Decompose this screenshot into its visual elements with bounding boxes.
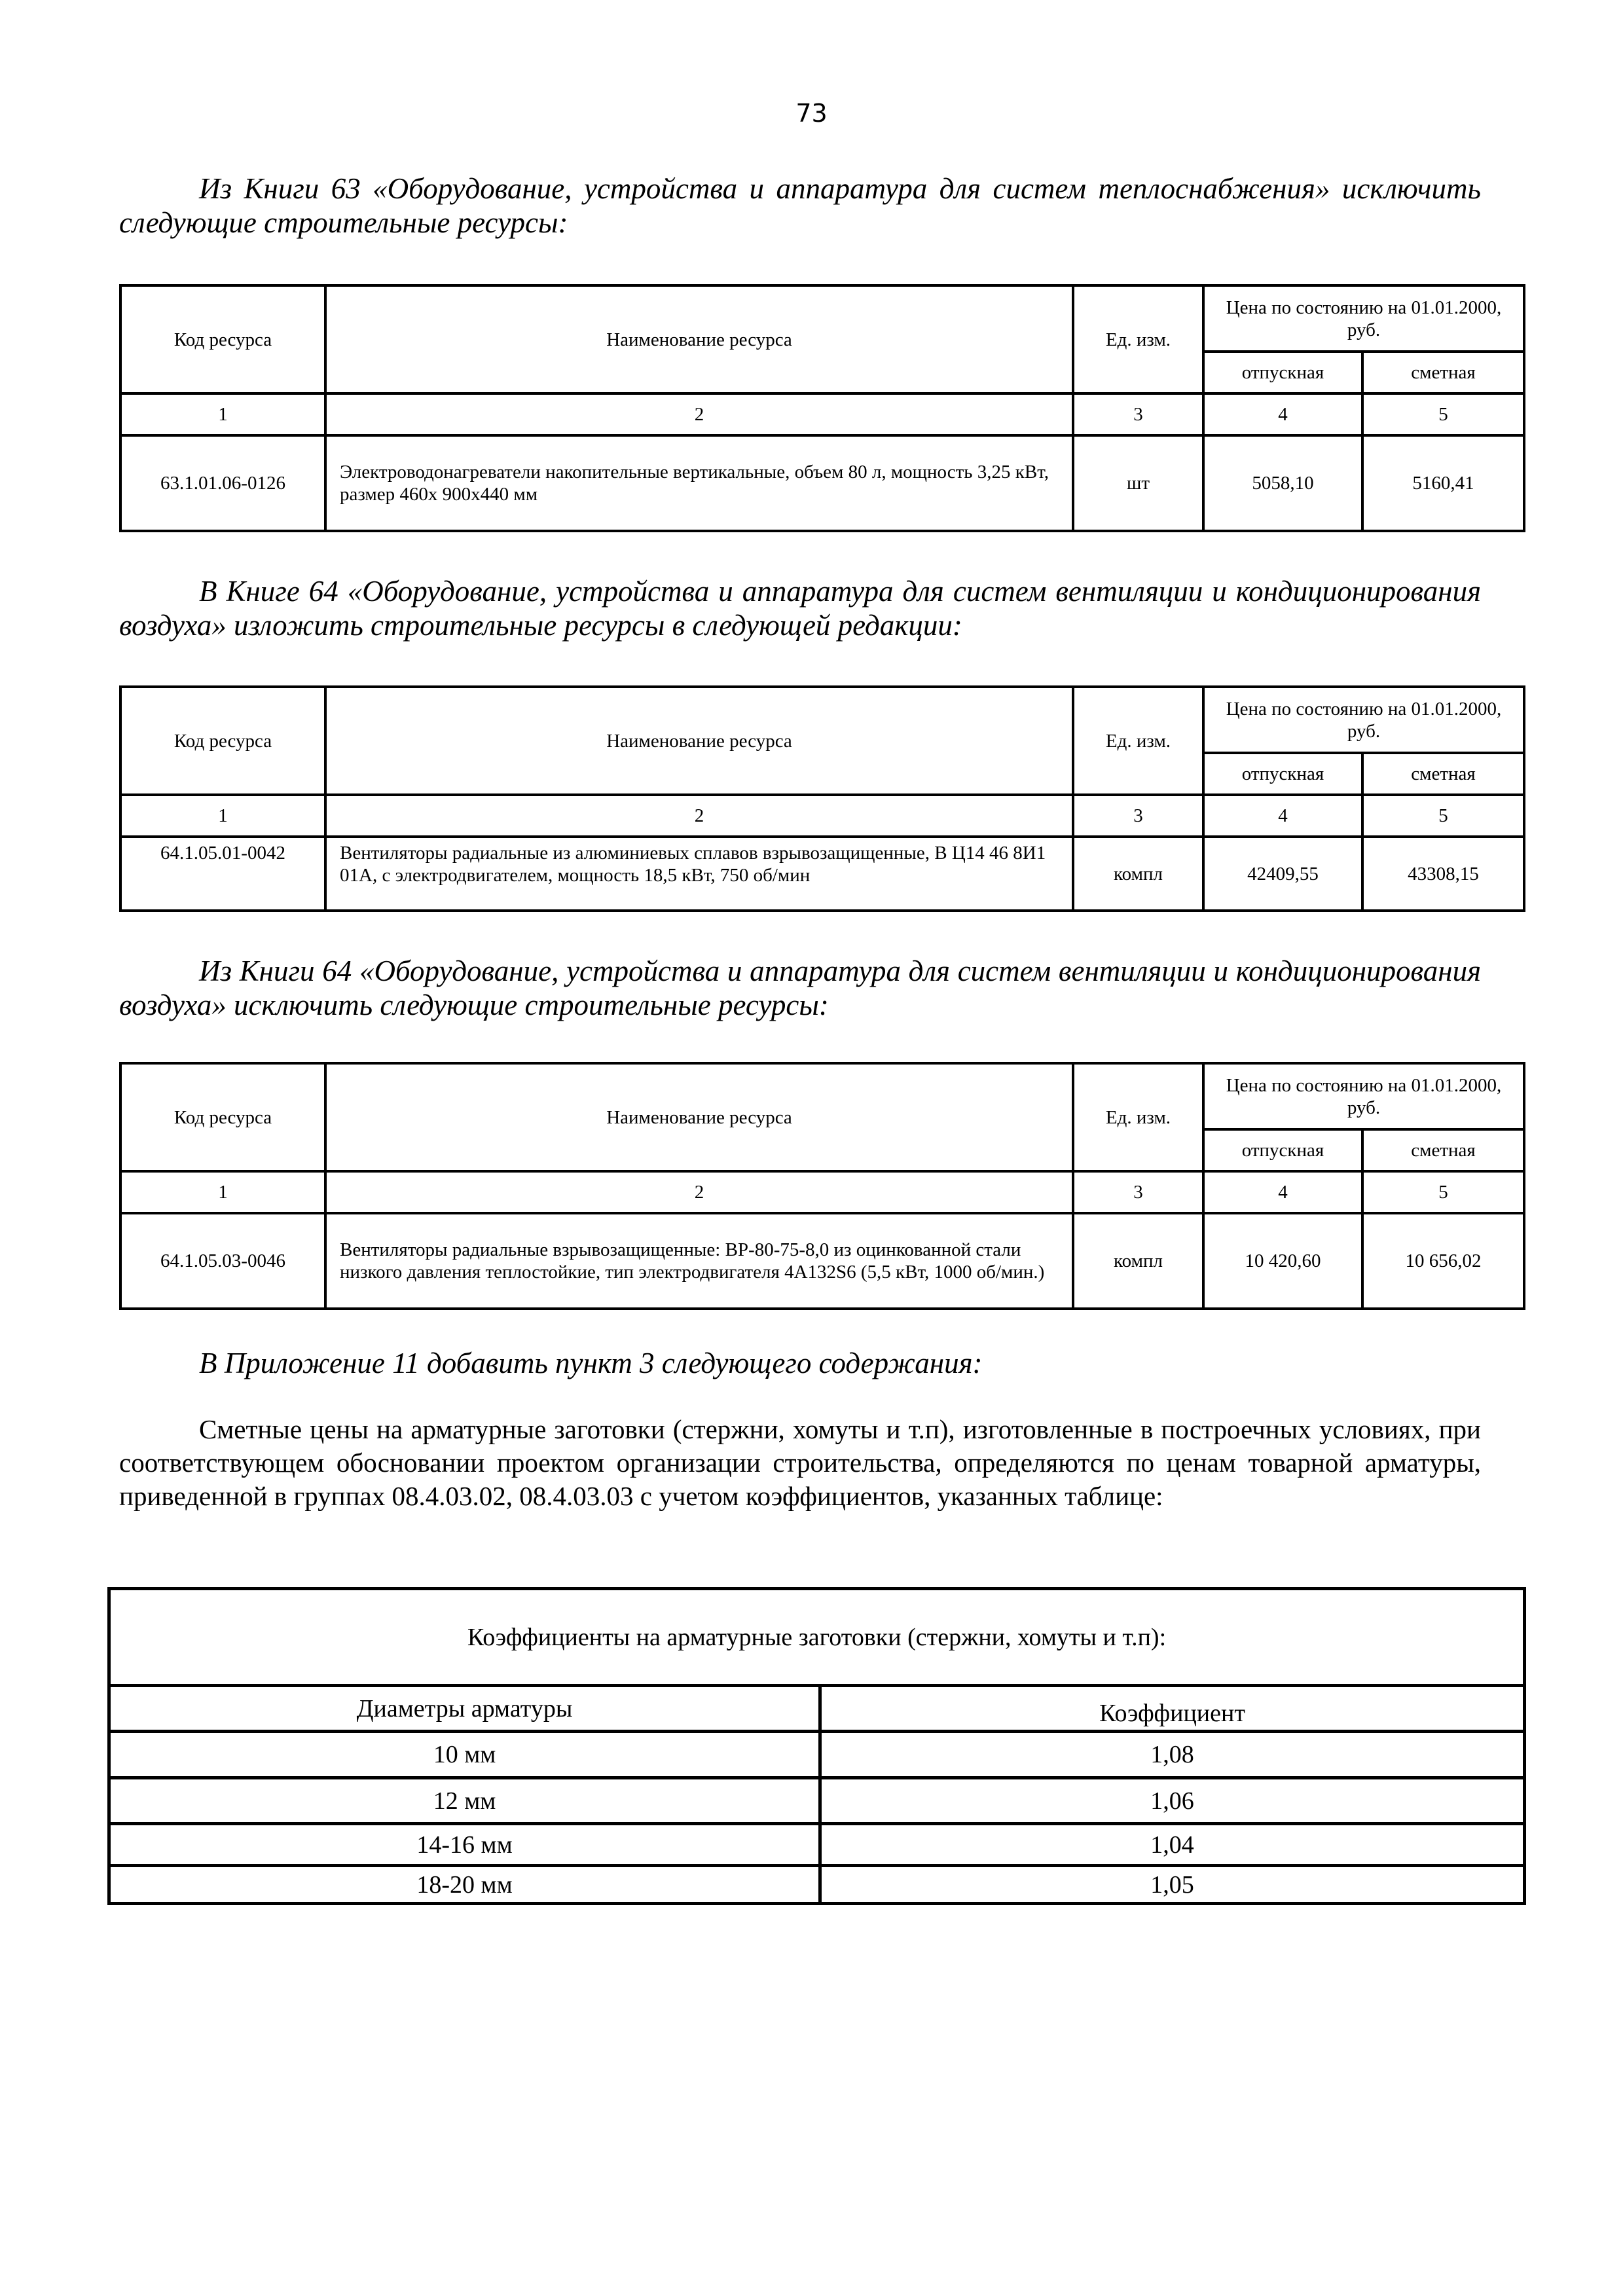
header-price-release: отпускная <box>1203 352 1362 393</box>
column-number: 5 <box>1362 795 1524 837</box>
resource-code: 64.1.05.03-0046 <box>120 1213 325 1309</box>
header-code: Код ресурса <box>120 1063 325 1171</box>
header-code: Код ресурса <box>120 687 325 795</box>
header-name: Наименование ресурса <box>325 1063 1073 1171</box>
header-unit: Ед. изм. <box>1073 285 1203 393</box>
table-row <box>109 1824 1525 1866</box>
resource-unit: компл <box>1073 837 1203 911</box>
resource-unit: компл <box>1073 1213 1203 1309</box>
header-price-group: Цена по состоянию на 01.01.2000, руб. <box>1203 687 1524 753</box>
diameter-value: 10 мм <box>109 1732 820 1778</box>
column-number: 1 <box>120 1171 325 1213</box>
price-estimate: 43308,15 <box>1362 837 1524 911</box>
coefficient-value: 1,05 <box>820 1866 1525 1904</box>
resource-name: Вентиляторы радиальные взрывозащищенные: ВР-80-75-8,0 из оцинкованной стали низкого давления теплостойкие, тип электродвигателя 4А132S6 (5,5 кВт, 1000 об/мин.) <box>325 1213 1073 1309</box>
column-number: 3 <box>1073 795 1203 837</box>
page-number: 73 <box>795 99 828 128</box>
column-number: 3 <box>1073 1171 1203 1213</box>
coefficient-value: 1,04 <box>820 1824 1525 1866</box>
price-release: 42409,55 <box>1203 837 1362 911</box>
coefficient-value: 1,08 <box>820 1732 1525 1778</box>
coefficient-value: 1,06 <box>820 1778 1525 1824</box>
column-number: 1 <box>120 795 325 837</box>
header-name: Наименование ресурса <box>325 285 1073 393</box>
table-row <box>109 1732 1525 1778</box>
diameter-value: 12 мм <box>109 1778 820 1824</box>
section-heading: Из Книги 64 «Оборудование, устройства и аппаратура для систем вентиляции и кондиционирования воздуха» исключить следующие строительные ресурсы: <box>119 955 1481 1021</box>
resource-name: Электроводонагреватели накопительные вертикальные, объем 80 л, мощность 3,25 кВт, размер 460х 900х440 мм <box>325 435 1073 531</box>
column-number: 3 <box>1073 393 1203 435</box>
resource-code: 63.1.01.06-0126 <box>120 435 325 531</box>
header-name: Наименование ресурса <box>325 687 1073 795</box>
resource-unit: шт <box>1073 435 1203 531</box>
header-diameter: Диаметры арматуры <box>109 1686 820 1732</box>
header-price-group: Цена по состоянию на 01.01.2000, руб. <box>1203 285 1524 352</box>
table-row <box>120 837 1524 911</box>
price-estimate: 5160,41 <box>1362 435 1524 531</box>
column-number: 4 <box>1203 393 1362 435</box>
diameter-value: 14-16 мм <box>109 1824 820 1866</box>
header-coefficient: Коэффициент <box>820 1686 1525 1732</box>
price-estimate: 10 656,02 <box>1362 1213 1524 1309</box>
column-number: 2 <box>325 795 1073 837</box>
table-row <box>109 1866 1525 1904</box>
price-release: 5058,10 <box>1203 435 1362 531</box>
header-unit: Ед. изм. <box>1073 1063 1203 1171</box>
column-number: 5 <box>1362 1171 1524 1213</box>
section-heading: В Книге 64 «Оборудование, устройства и аппаратура для систем вентиляции и кондиционирования воздуха» изложить строительные ресурсы в следующей редакции: <box>119 575 1481 642</box>
diameter-value: 18-20 мм <box>109 1866 820 1904</box>
header-price-group: Цена по состоянию на 01.01.2000, руб. <box>1203 1063 1524 1129</box>
appendix-paragraph: Сметные цены на арматурные заготовки (стержни, хомуты и т.п), изготовленные в построечных условиях, при соответствующем обосновании проектом организации строительства, определяются по ценам товарной арматуры, приведенной в группах 08.4.03.02, 08.4.03.03 с учетом коэффициентов, указанных таблице: <box>119 1414 1481 1511</box>
column-number: 2 <box>325 1171 1073 1213</box>
price-release: 10 420,60 <box>1203 1213 1362 1309</box>
table-row <box>120 1213 1524 1309</box>
header-unit: Ед. изм. <box>1073 687 1203 795</box>
resource-code: 64.1.05.01-0042 <box>120 837 325 911</box>
resource-table <box>119 1062 1525 1310</box>
resource-table <box>119 284 1525 532</box>
column-number: 4 <box>1203 795 1362 837</box>
table-row <box>109 1778 1525 1824</box>
appendix-heading: В Приложение 11 добавить пункт 3 следующего содержания: <box>199 1347 983 1379</box>
header-price-estimate: сметная <box>1362 1129 1524 1171</box>
resource-name: Вентиляторы радиальные из алюминиевых сплавов взрывозащищенные, В Ц14 46 8И1 01А, с электродвигателем, мощность 18,5 кВт, 750 об/мин <box>325 837 1073 911</box>
header-price-estimate: сметная <box>1362 352 1524 393</box>
column-number: 4 <box>1203 1171 1362 1213</box>
table-row <box>120 435 1524 531</box>
column-number: 2 <box>325 393 1073 435</box>
section-heading: Из Книги 63 «Оборудование, устройства и аппаратура для систем теплоснабжения» исключить следующие строительные ресурсы: <box>119 172 1481 239</box>
header-code: Код ресурса <box>120 285 325 393</box>
header-price-release: отпускная <box>1203 753 1362 795</box>
coefficient-table <box>107 1587 1526 1905</box>
column-number: 1 <box>120 393 325 435</box>
header-price-estimate: сметная <box>1362 753 1524 795</box>
resource-table <box>119 685 1525 912</box>
column-number: 5 <box>1362 393 1524 435</box>
header-price-release: отпускная <box>1203 1129 1362 1171</box>
coefficient-table-title: Коэффициенты на арматурные заготовки (стержни, хомуты и т.п): <box>109 1589 1525 1686</box>
